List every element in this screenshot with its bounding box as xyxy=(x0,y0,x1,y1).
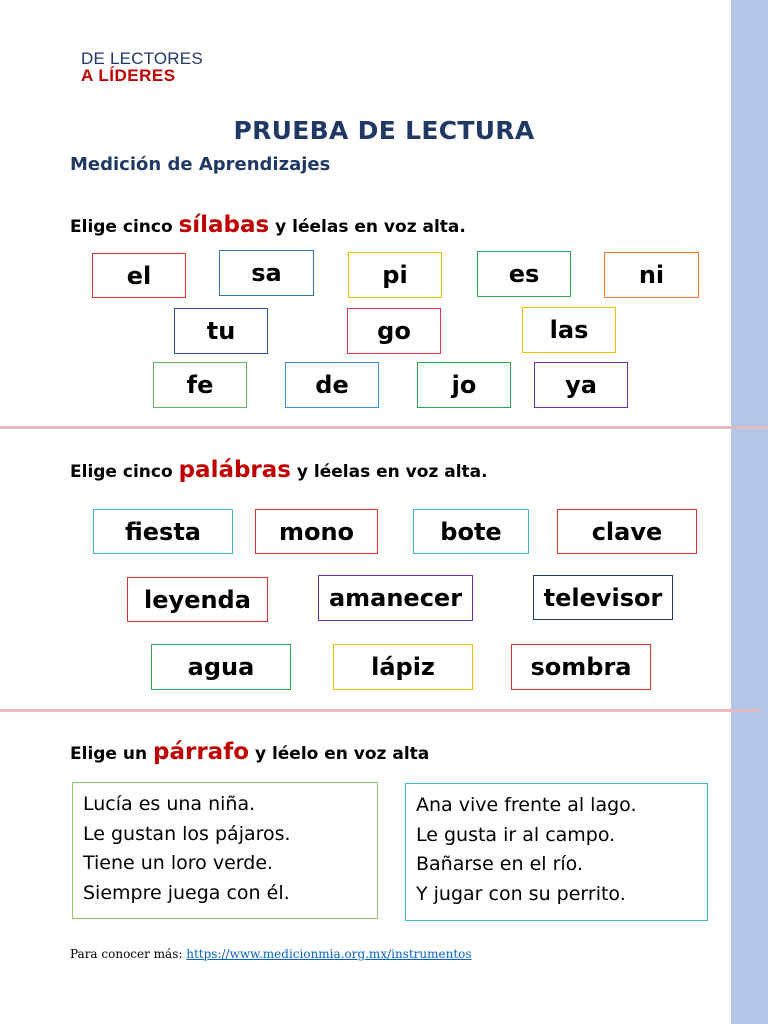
page-title: PRUEBA DE LECTURA xyxy=(233,116,535,145)
paragraph-line: Bañarse en el río. xyxy=(416,853,584,875)
syllable-box: ya xyxy=(534,362,628,408)
syllable-box: el xyxy=(92,253,186,298)
words-instruction xyxy=(70,457,488,483)
instruction-prefix: Elige un xyxy=(70,744,148,764)
word-box: agua xyxy=(151,644,291,690)
syllable-box: es xyxy=(477,251,571,297)
syllable-box: fe xyxy=(153,362,247,408)
logo-line-1: DE LECTORES xyxy=(81,49,203,68)
syllable-box: de xyxy=(285,362,379,408)
instruction-suffix: y léelo en voz alta xyxy=(254,744,430,764)
instruction-prefix: Elige cinco xyxy=(70,462,173,482)
word-box: televisor xyxy=(533,575,673,620)
word-box: leyenda xyxy=(127,577,268,622)
instruction-suffix: y léelas en voz alta. xyxy=(296,462,488,482)
paragraph-box-2 xyxy=(405,783,708,921)
instruction-highlight: palábras xyxy=(178,457,291,483)
word-box: clave xyxy=(557,509,697,554)
word-box: bote xyxy=(413,509,529,554)
paragraph-line: Ana vive frente al lago. xyxy=(416,794,637,816)
paragraph-line: Le gusta ir al campo. xyxy=(416,823,616,846)
paragraph-instruction xyxy=(70,739,429,765)
word-box: lápiz xyxy=(333,644,473,690)
paragraph-line: Lucía es una niña. xyxy=(83,793,256,815)
footer xyxy=(70,947,472,961)
syllable-box: jo xyxy=(417,362,511,408)
paragraph-line: Tiene un loro verde. xyxy=(83,852,274,874)
syllable-box: las xyxy=(522,307,616,353)
word-box: fiesta xyxy=(93,509,233,554)
syllable-box: tu xyxy=(174,308,268,354)
paragraph-box-1 xyxy=(72,782,378,919)
instruction-highlight: sílabas xyxy=(178,212,270,238)
syllables-instruction xyxy=(70,212,466,238)
instruction-highlight: párrafo xyxy=(153,739,250,765)
paragraph-line: Y jugar con su perrito. xyxy=(416,882,626,905)
paragraph-line: Siempre juega con él. xyxy=(83,881,290,904)
paragraph-line: Le gustan los pájaros. xyxy=(83,822,291,845)
word-box: sombra xyxy=(511,644,651,690)
syllable-box: sa xyxy=(219,250,314,296)
section-divider xyxy=(0,709,760,712)
word-box: mono xyxy=(255,509,378,554)
syllable-box: ni xyxy=(604,252,699,298)
section-divider xyxy=(0,426,768,429)
logo-line-2: A LÍDERES xyxy=(81,66,176,85)
instruction-suffix: y léelas en voz alta. xyxy=(275,217,466,237)
syllable-box: pi xyxy=(348,252,442,298)
footer-label: Para conocer más: xyxy=(70,947,183,961)
instruction-prefix: Elige cinco xyxy=(70,217,173,237)
syllable-box: go xyxy=(347,308,441,354)
footer-link[interactable]: https://www.medicionmia.org.mx/instrumentos xyxy=(186,947,472,961)
sidebar-stripe xyxy=(731,0,768,1024)
logo xyxy=(81,50,203,84)
word-box: amanecer xyxy=(318,575,473,621)
page-subtitle: Medición de Aprendizajes xyxy=(70,154,331,175)
